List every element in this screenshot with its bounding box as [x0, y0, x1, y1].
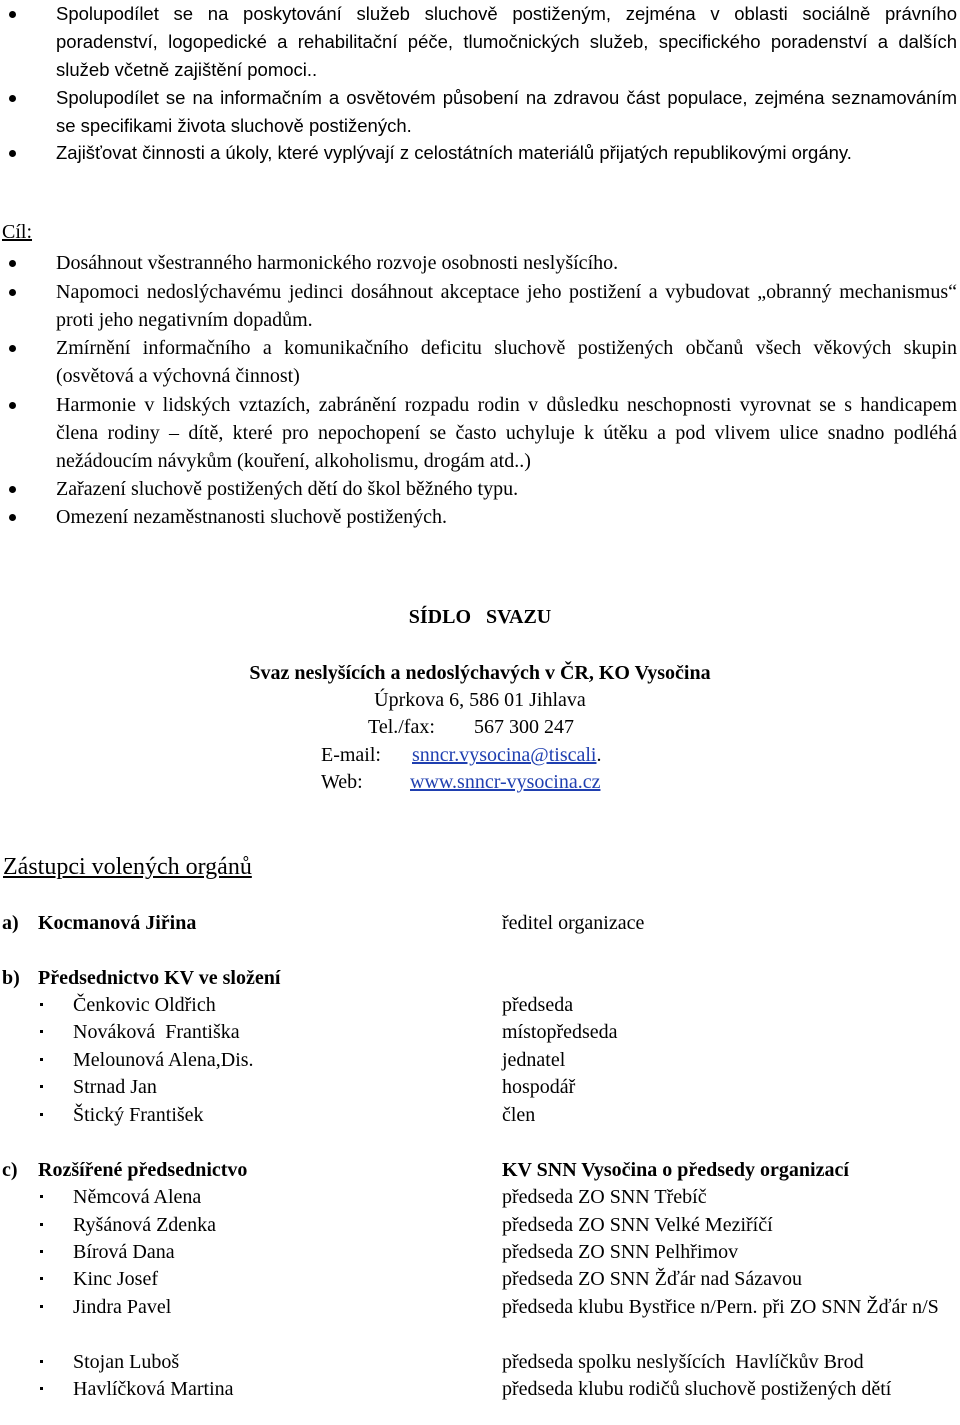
list-item — [0, 503, 960, 531]
member-role: předseda klubu rodičů sluchově postižených dětí — [502, 1378, 892, 1400]
bullet-icon — [40, 1030, 43, 1033]
bullet-text: Spolupodílet se na poskytování služeb sluchově postiženým, zejména v oblasti sociálně právního poradenství, logopedické a rehabilitační péče, tlumočnických služeb, specifického poradenství a dalších služeb včetně zajištění pomoci.. — [56, 3, 957, 80]
section-a-role: ředitel organizace — [502, 912, 645, 934]
bullet-text: Dosáhnout všestranného harmonického rozvoje osobnosti neslyšícího. — [56, 252, 619, 274]
email-label: E-mail: — [321, 744, 381, 766]
member-role: předseda spolku neslyšících Havlíčkův Brod — [502, 1351, 864, 1373]
section-a-marker: a) — [2, 912, 19, 934]
bullet-icon — [40, 1360, 43, 1363]
bullet-icon — [9, 11, 16, 18]
bullet-icon — [9, 289, 16, 296]
member-name: Kinc Josef — [73, 1268, 158, 1290]
member-role: místopředseda — [502, 1021, 618, 1043]
bullet-text: Spolupodílet se na informačním a osvětovém působení na zdravou část populace, zejména seznamováním se specifikami života sluchově postižených. — [56, 87, 957, 136]
bullet-icon — [9, 95, 16, 102]
member-name: Bírová Dana — [73, 1241, 175, 1263]
email-link[interactable]: snncr.vysocina@tiscali — [412, 744, 597, 766]
org-name: Svaz neslyšících a nedoslýchavých v ČR, KO Vysočina — [249, 662, 711, 684]
section-c-marker: c) — [2, 1159, 18, 1181]
bullet-icon — [9, 486, 16, 493]
web-link[interactable] — [410, 768, 600, 796]
member-role: předseda ZO SNN Třebíč — [502, 1186, 707, 1208]
sidlo-heading: SÍDLO SVAZU — [408, 606, 552, 628]
bullet-icon — [40, 1305, 43, 1308]
member-name: Ryšánová Zdenka — [73, 1214, 217, 1236]
member-row — [0, 1101, 960, 1129]
member-row — [0, 1046, 960, 1074]
bullet-icon — [9, 345, 16, 352]
list-item — [0, 0, 960, 84]
web-label: Web: — [321, 771, 363, 793]
cil-label: Cíl: — [2, 221, 33, 243]
member-role: jednatel — [502, 1049, 566, 1071]
member-row — [0, 1073, 960, 1101]
member-row — [0, 1265, 960, 1293]
bullet-icon — [40, 1085, 43, 1088]
member-role: člen — [502, 1104, 536, 1126]
member-name: Štický František — [73, 1104, 204, 1126]
member-role: předseda — [502, 994, 574, 1016]
member-name: Nováková Františka — [73, 1021, 240, 1043]
bullet-text: Zařazení sluchově postižených dětí do škol běžného typu. — [56, 478, 519, 500]
member-row — [0, 1018, 960, 1046]
list-item — [0, 139, 960, 195]
member-name: Němcová Alena — [73, 1186, 202, 1208]
bullet-text: Omezení nezaměstnanosti sluchově postižených. — [56, 506, 447, 528]
tel-label: Tel./fax: — [368, 716, 435, 738]
list-item — [0, 278, 960, 334]
member-row — [0, 1375, 960, 1425]
email-suffix: . — [596, 744, 602, 766]
zastupci-heading: Zástupci volených orgánů — [3, 854, 252, 880]
bullet-icon — [40, 1387, 43, 1390]
member-name: Havlíčková Martina — [73, 1378, 234, 1400]
member-row — [0, 1348, 960, 1376]
section-c-title: Rozšířené předsednictvo — [38, 1159, 248, 1181]
section-c-title-right: KV SNN Vysočina o předsedy organizací — [502, 1159, 849, 1181]
member-role: hospodář — [502, 1076, 576, 1098]
member-row — [0, 1293, 960, 1349]
section-b-marker: b) — [2, 967, 20, 989]
member-role: předseda ZO SNN Velké Meziříčí — [502, 1214, 773, 1236]
member-name: Strnad Jan — [73, 1076, 157, 1098]
org-address: Úprkova 6, 586 01 Jihlava — [374, 689, 586, 711]
list-item — [0, 391, 960, 475]
bullet-icon — [9, 402, 16, 409]
section-a-name: Kocmanová Jiřina — [38, 912, 197, 934]
bullet-icon — [9, 514, 16, 521]
member-name: Čenkovic Oldřich — [73, 994, 216, 1016]
bullet-icon — [40, 1195, 43, 1198]
bullet-icon — [40, 1277, 43, 1280]
list-item — [0, 475, 960, 503]
web-link-text[interactable]: www.snncr-vysocina.cz — [410, 771, 601, 793]
bullet-icon — [40, 1250, 43, 1253]
tel-value: 567 300 247 — [474, 716, 574, 738]
bullet-text: Harmonie v lidských vztazích, zabránění rozpadu rodin v důsledku neschopnosti vyrovnat se s handicapem člena rodiny – dítě, které pro nepochopení se často uchyluje k útěku a pod vlivem ulice snadno podléhá nežádoucím návykům (kouření, alkoholismu, drogám atd..) — [56, 394, 957, 472]
bullet-icon — [40, 1058, 43, 1061]
bullet-text: Napomoci nedoslýchavému jedinci dosáhnout akceptace jeho postižení a vybudovat „obranný mechanismus“ proti jeho negativním dopadům. — [56, 281, 957, 331]
member-row — [0, 1238, 960, 1266]
bullet-icon — [40, 1003, 43, 1006]
member-name: Melounová Alena,Dis. — [73, 1049, 254, 1071]
list-item — [0, 249, 960, 277]
list-item — [0, 84, 960, 140]
member-name: Jindra Pavel — [73, 1296, 172, 1318]
bullet-icon — [9, 260, 16, 267]
bullet-text: Zajišťovat činnosti a úkoly, které vyplývají z celostátních materiálů přijatých republikovými orgány. — [56, 142, 852, 163]
bullet-text: Zmírnění informačního a komunikačního deficitu sluchově postižených občanů všech věkových skupin (osvětová a výchovná činnost) — [56, 337, 957, 387]
member-name: Stojan Luboš — [73, 1351, 180, 1373]
list-item — [0, 334, 960, 390]
member-row — [0, 991, 960, 1019]
bullet-icon — [40, 1113, 43, 1116]
section-b-title: Předsednictvo KV ve složení — [38, 967, 281, 989]
member-role: předseda klubu Bystřice n/Pern. při ZO SNN Žďár n/S — [502, 1296, 939, 1318]
bullet-icon — [9, 150, 16, 157]
email-row — [412, 741, 602, 769]
member-row — [0, 1183, 960, 1211]
member-role: předseda ZO SNN Žďár nad Sázavou — [502, 1268, 803, 1290]
bullet-icon — [40, 1223, 43, 1226]
member-role: předseda ZO SNN Pelhřimov — [502, 1241, 739, 1263]
member-row — [0, 1211, 960, 1239]
